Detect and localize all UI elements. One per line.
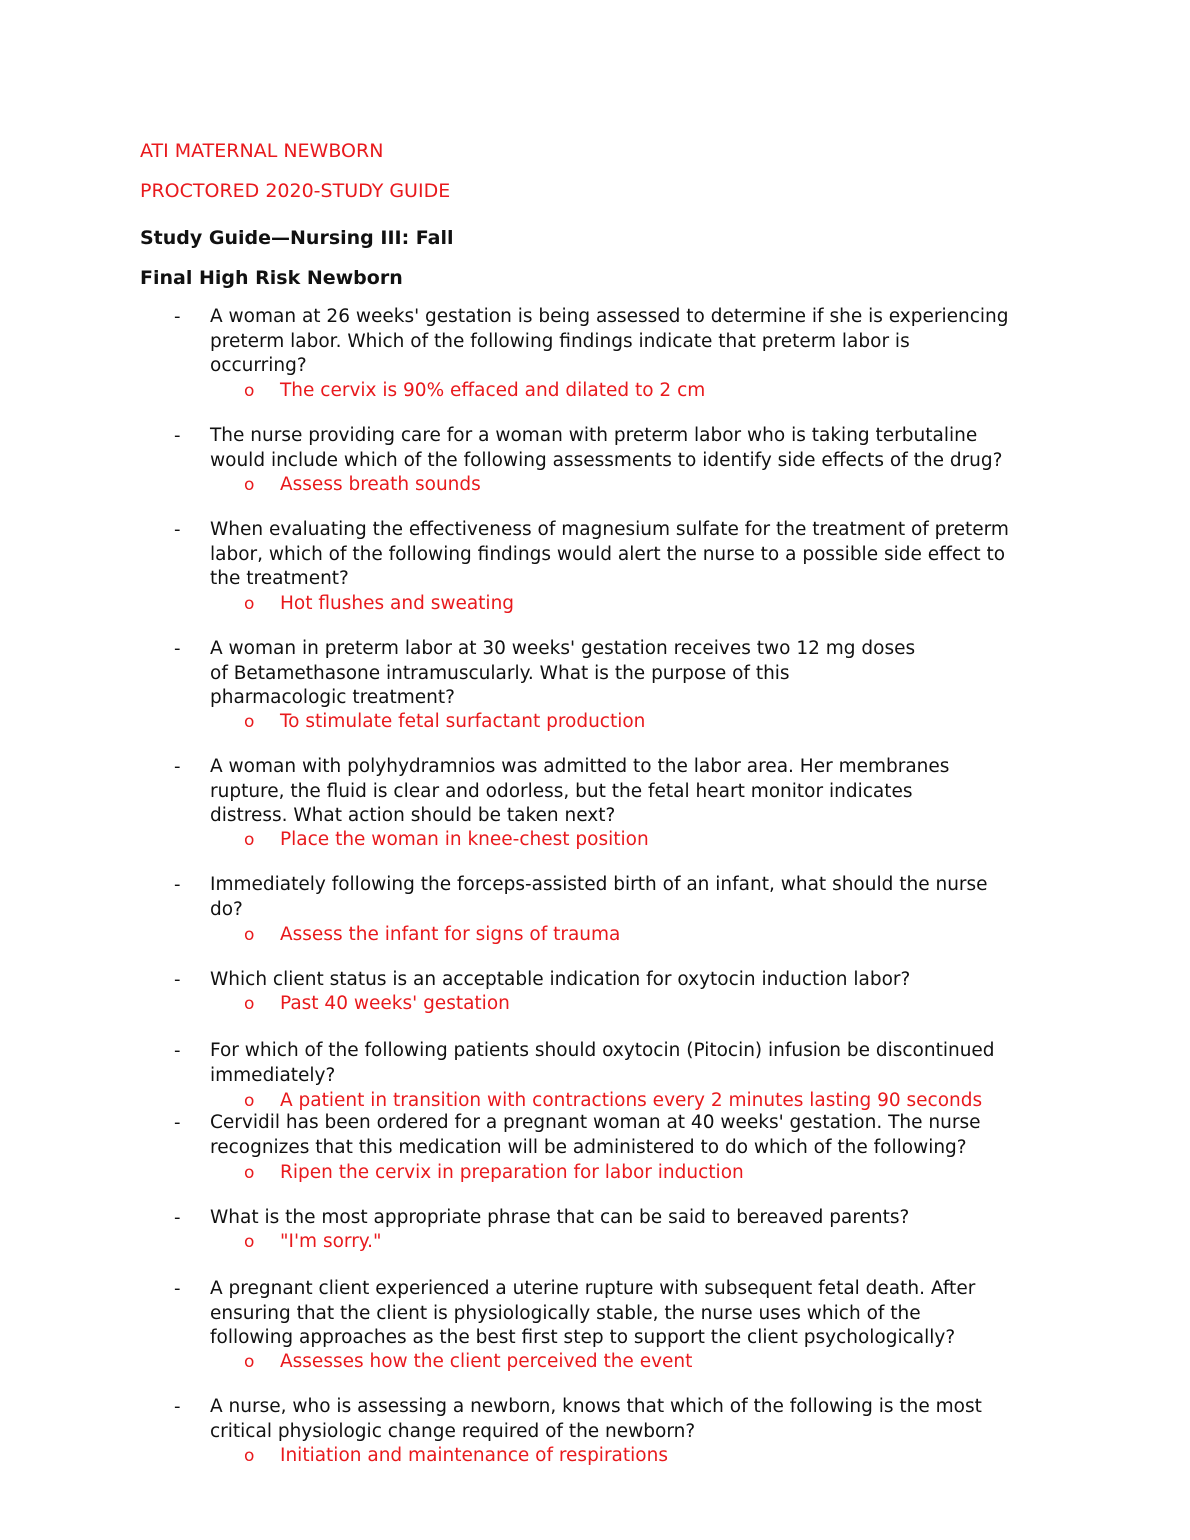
question-text: A woman in preterm labor at 30 weeks' gestation receives two 12 mg doses of Betamethasone intramuscularly. What is the purpose of this pharmacologic treatment? [210,638,916,709]
bullet-marker: o [244,925,255,945]
answer-item [0,592,1190,617]
bullet-marker: o [244,1232,255,1252]
dash-marker: - [174,1207,181,1228]
answer-item [0,1230,1190,1255]
section-heading: Final High Risk Newborn [140,267,403,289]
bullet-marker: o [244,1446,255,1466]
question-text: Immediately following the forceps-assisted birth of an infant, what should the nurse do? [210,874,988,920]
answer-text: To stimulate fetal surfactant production [280,711,646,732]
question-text: A nurse, who is assessing a newborn, knows that which of the following is the most critical physiologic change required of the newborn? [210,1396,982,1442]
bullet-marker: o [244,1163,255,1183]
dash-marker: - [174,1396,181,1417]
question-text: When evaluating the effectiveness of magnesium sulfate for the treatment of preterm labor, which of the following findings would alert the nurse to a possible side effect to the treatment? [210,519,1009,590]
dash-marker: - [174,874,181,895]
dash-marker: - [174,306,181,327]
question-text: Cervidil has been ordered for a pregnant woman at 40 weeks' gestation. The nurse recognizes that this medication will be administered to do which of the following? [210,1112,981,1158]
question-text: A woman with polyhydramnios was admitted to the labor area. Her membranes rupture, the fluid is clear and odorless, but the fetal heart monitor indicates distress. What action should be taken next? [210,756,950,827]
dash-marker: - [174,638,181,659]
answer-text: Initiation and maintenance of respirations [280,1445,668,1466]
dash-marker: - [174,969,181,990]
answer-item [0,379,1190,404]
answer-item [0,828,1190,853]
title-line-1: ATI MATERNAL NEWBORN [140,140,384,162]
answer-item [0,1161,1190,1186]
answer-item [0,473,1190,498]
bullet-marker: o [244,712,255,732]
answer-text: The cervix is 90% effaced and dilated to 2 cm [280,380,706,401]
subtitle: Study Guide—Nursing III: Fall [140,227,454,249]
bullet-marker: o [244,830,255,850]
dash-marker: - [174,1278,181,1299]
answer-item [0,923,1190,948]
title-line-2: PROCTORED 2020-STUDY GUIDE [140,180,451,202]
answer-item [0,1350,1190,1375]
answer-text: Ripen the cervix in preparation for labor induction [280,1162,744,1183]
answer-text: Assess breath sounds [280,474,481,495]
question-text: The nurse providing care for a woman with preterm labor who is taking terbutaline would include which of the following assessments to identify side effects of the drug? [210,425,1003,471]
bullet-marker: o [244,1352,255,1372]
answer-text: "I'm sorry." [280,1231,382,1252]
bullet-marker: o [244,475,255,495]
dash-marker: - [174,519,181,540]
answer-item [0,1444,1190,1469]
bullet-marker: o [244,381,255,401]
dash-marker: - [174,1112,181,1133]
answer-text: A patient in transition with contractions every 2 minutes lasting 90 seconds [280,1090,983,1111]
question-text: What is the most appropriate phrase that can be said to bereaved parents? [210,1207,910,1228]
answer-item [0,710,1190,735]
dash-marker: - [174,756,181,777]
question-text: A pregnant client experienced a uterine rupture with subsequent fetal death. After ensuring that the client is physiologically stable, the nurse uses which of the following approaches as the best first step to support the client psychologically? [210,1278,976,1349]
bullet-marker: o [244,994,255,1014]
answer-text: Assesses how the client perceived the event [280,1351,693,1372]
question-text: Which client status is an acceptable indication for oxytocin induction labor? [210,969,911,990]
question-text: For which of the following patients should oxytocin (Pitocin) infusion be discontinued immediately? [210,1040,995,1086]
answer-text: Hot flushes and sweating [280,593,515,614]
bullet-marker: o [244,1091,255,1111]
dash-marker: - [174,1040,181,1061]
dash-marker: - [174,425,181,446]
answer-item [0,992,1190,1017]
answer-text: Past 40 weeks' gestation [280,993,510,1014]
question-text: A woman at 26 weeks' gestation is being assessed to determine if she is experiencing preterm labor. Which of the following findings indicate that preterm labor is occurring? [210,306,1009,377]
bullet-marker: o [244,594,255,614]
answer-text: Place the woman in knee-chest position [280,829,649,850]
answer-text: Assess the infant for signs of trauma [280,924,621,945]
